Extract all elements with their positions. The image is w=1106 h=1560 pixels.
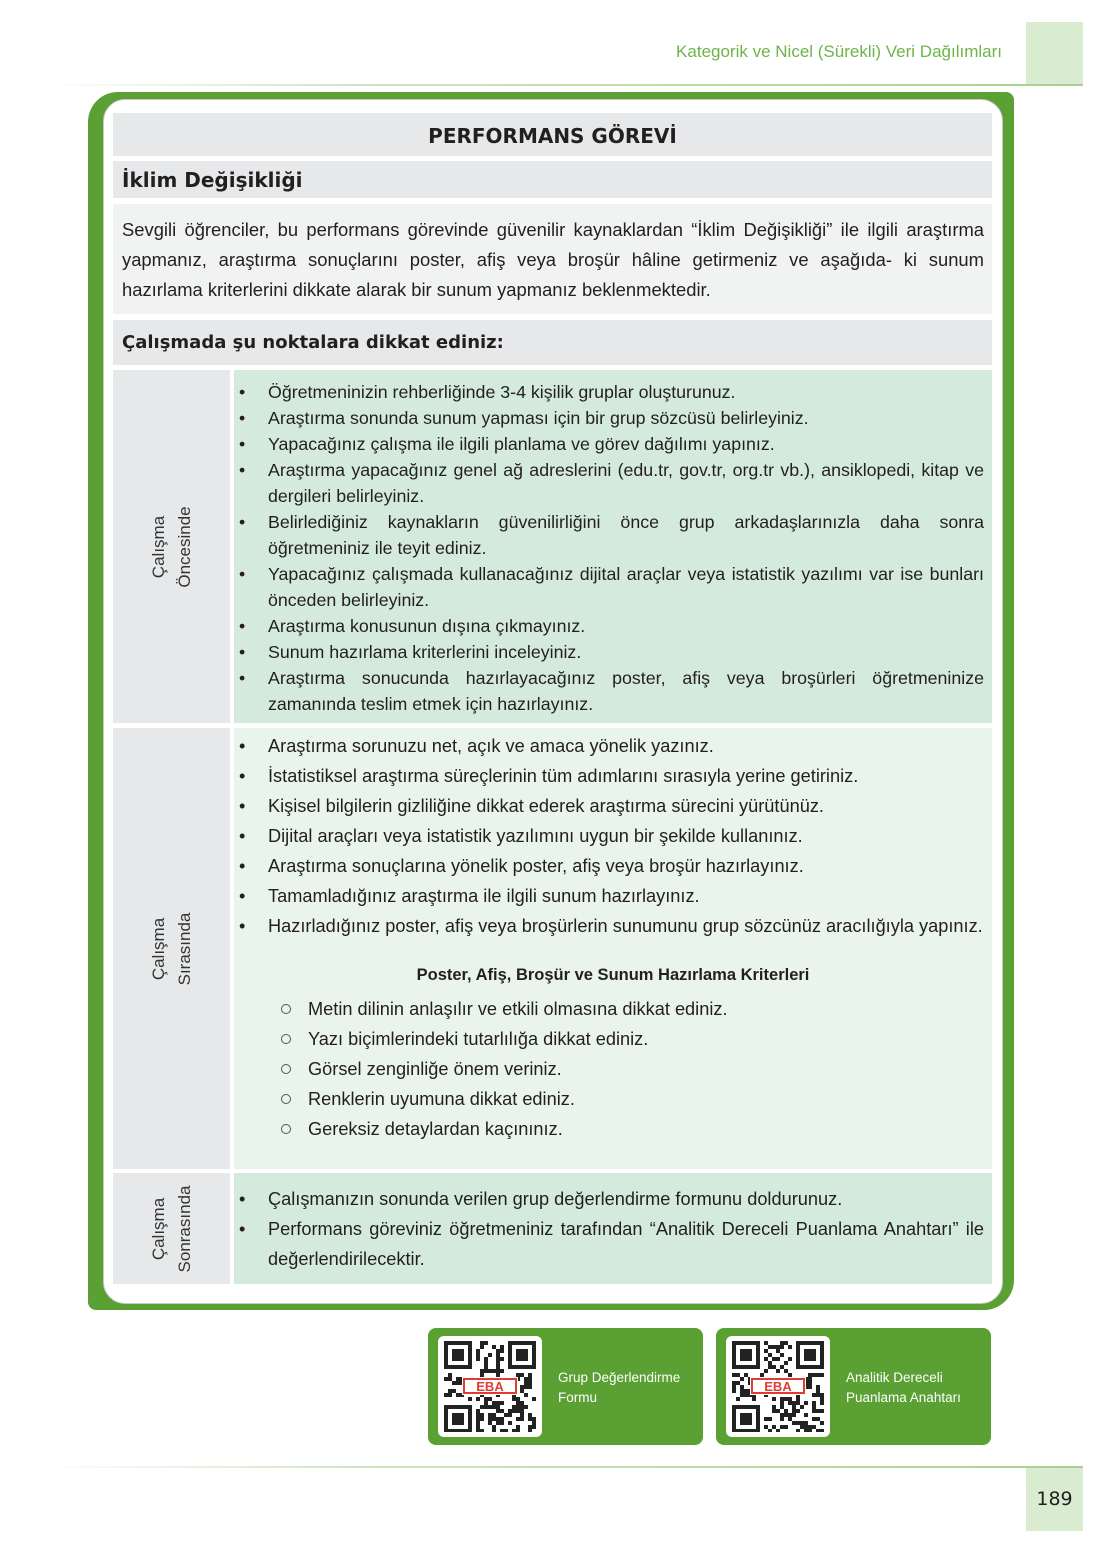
criteria-item: Metin dilinin anlaşılır ve etkili olmasına dikkat ediniz.: [234, 994, 992, 1024]
section-during-content: [234, 728, 992, 1169]
list-item: • Araştırma sonuçlarına yönelik poster, afiş veya broşür hazırlayınız.: [234, 851, 992, 881]
section-label-during: [113, 728, 230, 1169]
list-item: • İstatistiksel araştırma süreçlerinin tüm adımlarını sırasıyla yerine getiriniz.: [234, 761, 992, 791]
vertical-label: [146, 912, 198, 985]
intro-line: Sevgili öğrenciler, bu performans görevinde güvenilir kaynaklardan “İklim Değişikliği” ile ilgili: [122, 219, 899, 240]
list-item: • Belirlediğiniz kaynakların güvenilirliğini önce grup arkadaşlarınızla daha sonra öğretmeniniz ile teyit ediniz.: [234, 509, 992, 561]
qr-code-graphic: [444, 1341, 536, 1432]
qr-card-group-form[interactable]: [428, 1328, 703, 1445]
qr-label-line: Analitik Dereceli: [846, 1370, 943, 1385]
list-item: • Araştırma sonucunda hazırlayacağınız poster, afiş veya broşürleri öğretmeninize zamanında teslim etmek için hazırlayınız.: [234, 665, 992, 717]
vertical-label-line: Sırasında: [174, 912, 194, 985]
section-label-before: [113, 370, 230, 723]
qr-label-line: Grup Değerlendirme: [558, 1370, 681, 1385]
eba-badge-text: EBA: [764, 1379, 792, 1394]
bullet-list: [234, 728, 992, 941]
qr-label-line: Puanlama Anahtarı: [846, 1390, 961, 1405]
criteria-title: Poster, Afiş, Broşür ve Sunum Hazırlama Kriterleri: [416, 966, 810, 984]
chapter-title: Kategorik ve Nicel (Sürekli) Veri Dağılımları: [676, 42, 1002, 61]
criteria-item: Renklerin uyumuna dikkat ediniz.: [234, 1084, 992, 1114]
list-item: • Sunum hazırlama kriterlerini inceleyiniz.: [234, 639, 992, 665]
box-title: PERFORMANS GÖREVİ: [113, 113, 992, 156]
section-label-after: [113, 1173, 230, 1284]
criteria-item: Yazı biçimlerindeki tutarlılığa dikkat ediniz.: [234, 1024, 992, 1054]
vertical-label-line: Çalışma: [148, 1197, 168, 1260]
list-item: • Kişisel bilgilerin gizliliğine dikkat ederek araştırma sürecini yürütünüz.: [234, 791, 992, 821]
intro-paragraph: [113, 204, 992, 314]
section-after-content: [234, 1173, 992, 1284]
vertical-label: [146, 1185, 198, 1272]
header-tab: [1026, 22, 1083, 84]
intro-line: araştırma yapmanız, araştırma sonuçlarını poster, afiş veya broşür hâline getirmeniz ve aşağıda-: [122, 219, 984, 270]
header-rule: [40, 84, 1083, 86]
list-item: • Performans göreviniz öğretmeniniz tarafından “Analitik Dereceli Puanlama Anahtarı” ile değerlendirilecektir.: [234, 1214, 992, 1274]
box-subtitle: İklim Değişikliği: [113, 161, 992, 198]
list-item: • Araştırma yapacağınız genel ağ adreslerini (edu.tr, gov.tr, org.tr vb.), ansiklopedi, kitap ve dergileri belirleyiniz.: [234, 457, 992, 509]
criteria-item: Gereksiz detaylardan kaçınınız.: [234, 1114, 992, 1144]
page-number: 189: [1036, 1488, 1073, 1510]
intro-line: ki sunum hazırlama kriterlerini dikkate alarak bir sunum yapmanız beklenmektedir.: [122, 249, 984, 300]
bullet-list: [234, 1173, 992, 1274]
list-item: • Araştırma konusunun dışına çıkmayınız.: [234, 613, 992, 639]
qr-code-icon[interactable]: [438, 1336, 542, 1437]
vertical-label-line: Sonrasında: [174, 1185, 194, 1272]
criteria-item: Görsel zenginliğe önem veriniz.: [234, 1054, 992, 1084]
qr-code-graphic: [732, 1341, 824, 1432]
footer-rule: [40, 1466, 1083, 1468]
list-item: • Araştırma sonunda sunum yapması için bir grup sözcüsü belirleyiniz.: [234, 405, 992, 431]
qr-card-rubric[interactable]: [716, 1328, 991, 1445]
vertical-label-line: Çalışma: [148, 515, 168, 578]
section-before-content: [234, 370, 992, 723]
eba-badge-text: EBA: [476, 1379, 504, 1394]
vertical-label: [146, 506, 198, 587]
criteria-list: [234, 994, 992, 1144]
list-item: • Hazırladığınız poster, afiş veya broşürlerin sunumunu grup sözcünüz aracılığıyla yapınız.: [234, 911, 992, 941]
list-item: • Yapacağınız çalışma ile ilgili planlama ve görev dağılımı yapınız.: [234, 431, 992, 457]
qr-code-icon[interactable]: [726, 1336, 830, 1437]
list-item: • Tamamladığınız araştırma ile ilgili sunum hazırlayınız.: [234, 881, 992, 911]
qr-card-label: [846, 1368, 961, 1408]
bullet-list: [234, 370, 992, 717]
qr-label-line: Formu: [558, 1390, 598, 1405]
list-item: • Öğretmeninizin rehberliğinde 3-4 kişilik gruplar oluşturunuz.: [234, 379, 992, 405]
list-item: • Araştırma sorunuzu net, açık ve amaca yönelik yazınız.: [234, 731, 992, 761]
list-item: • Dijital araçları veya istatistik yazılımını uygun bir şekilde kullanınız.: [234, 821, 992, 851]
list-item: • Yapacağınız çalışmada kullanacağınız dijital araçlar veya istatistik yazılımı var ise bunları önceden belirleyiniz.: [234, 561, 992, 613]
attention-heading: Çalışmada şu noktalara dikkat ediniz:: [113, 320, 992, 365]
qr-card-label: [558, 1368, 680, 1408]
vertical-label-line: Çalışma: [148, 917, 168, 980]
vertical-label-line: Öncesinde: [174, 505, 194, 588]
list-item: • Çalışmanızın sonunda verilen grup değerlendirme formunu doldurunuz.: [234, 1184, 992, 1214]
